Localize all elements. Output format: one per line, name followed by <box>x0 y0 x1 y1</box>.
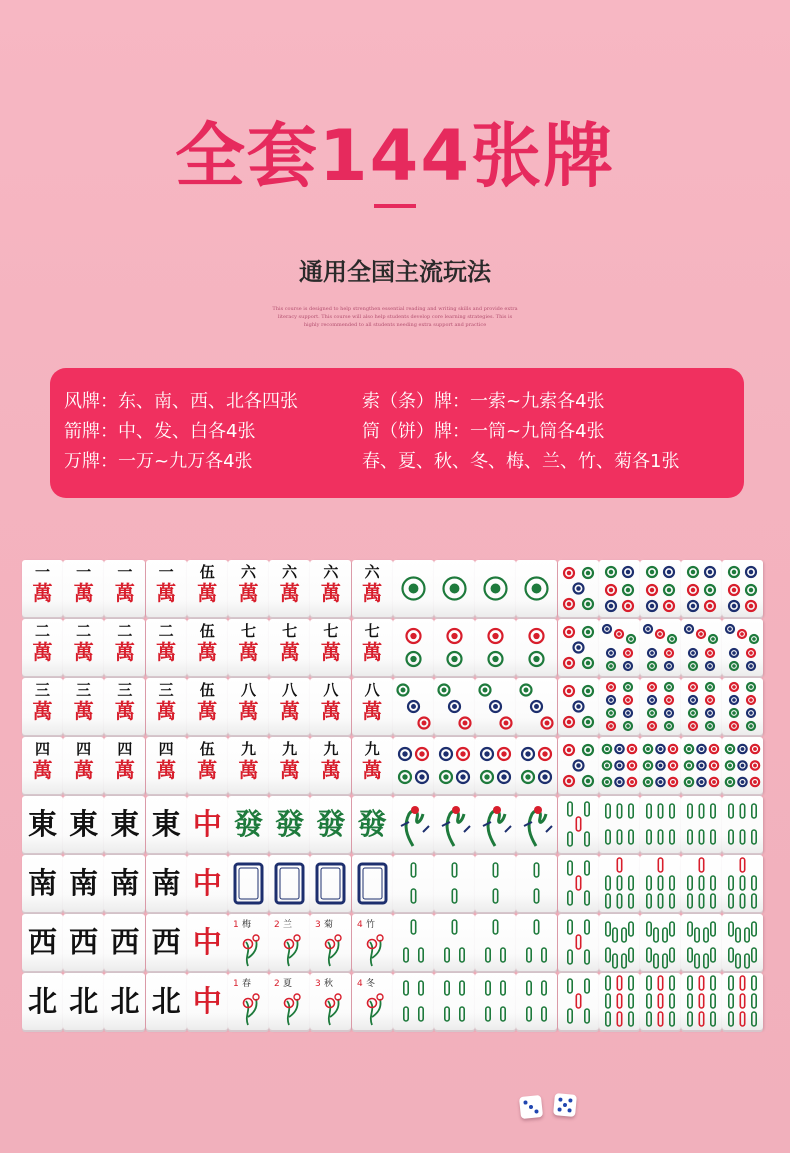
tile-glyph: 發 <box>275 807 305 841</box>
fine-print <box>240 305 550 329</box>
circle-tile <box>722 560 763 617</box>
character-tile <box>63 619 104 676</box>
tile-numeral: 伍 <box>199 681 215 699</box>
wind-tile <box>22 914 63 971</box>
character-tile <box>352 678 393 735</box>
bamboo-tile <box>434 973 475 1030</box>
tile-glyph: 東 <box>69 807 99 841</box>
tile-numeral: 九 <box>364 740 380 758</box>
bamboo-tile <box>558 796 599 853</box>
green-dragon-tile <box>310 796 351 853</box>
wind-tile <box>63 796 104 853</box>
character-tile <box>63 560 104 617</box>
tile-numeral: 伍 <box>199 740 215 758</box>
tile-glyph: 北 <box>151 984 181 1018</box>
tile-numeral: 伍 <box>199 622 215 640</box>
spec-flower: 春、夏、秋、冬、梅、兰、竹、菊各1张 <box>362 451 680 472</box>
tile-wan: 萬 <box>320 581 341 605</box>
tile-glyph: 東 <box>110 807 140 841</box>
tile-numeral: 一 <box>34 563 50 581</box>
svg-text:2: 2 <box>274 920 280 930</box>
circle-tile <box>393 737 434 794</box>
circle-tile <box>516 678 557 735</box>
tile-numeral: 二 <box>76 622 92 640</box>
circle-tile <box>640 560 681 617</box>
tile-numeral: 六 <box>282 563 298 581</box>
tile-wan: 萬 <box>238 758 259 782</box>
bamboo-tile <box>599 796 640 853</box>
wind-tile <box>146 973 187 1030</box>
circle-tile <box>434 619 475 676</box>
character-tile <box>310 678 351 735</box>
circle-tile <box>516 619 557 676</box>
fine-print-line: highly recommended to all students needing extra support and practice <box>303 322 487 328</box>
svg-text:2: 2 <box>274 979 280 989</box>
tile-numeral: 三 <box>158 681 174 699</box>
tile-numeral: 三 <box>117 681 133 699</box>
spec-bamboo: 索（条）牌：一索~九索各4张 <box>362 391 605 412</box>
flower-tile <box>310 973 351 1030</box>
tile-glyph: 發 <box>316 807 346 841</box>
tile-numeral: 八 <box>282 681 298 699</box>
wind-tile <box>146 914 187 971</box>
tile-wan: 萬 <box>362 640 383 664</box>
bamboo-tile <box>722 855 763 912</box>
tile-numeral: 四 <box>158 740 174 758</box>
circle-tile <box>475 737 516 794</box>
svg-text:兰: 兰 <box>283 920 293 930</box>
red-dragon-tile <box>187 914 228 971</box>
tile-numeral: 三 <box>34 681 50 699</box>
circle-tile <box>599 560 640 617</box>
flower-tile <box>228 973 269 1030</box>
circle-tile <box>681 737 722 794</box>
bamboo-bird-tile <box>475 796 516 853</box>
tile-glyph: 東 <box>151 807 181 841</box>
bamboo-tile <box>640 973 681 1030</box>
circle-tile <box>558 737 599 794</box>
title-underline <box>374 204 416 208</box>
svg-text:冬: 冬 <box>365 979 375 989</box>
tile-wan: 萬 <box>32 581 53 605</box>
tile-wan: 萬 <box>238 581 259 605</box>
green-dragon-tile <box>269 796 310 853</box>
wind-tile <box>104 855 145 912</box>
tile-glyph: 南 <box>69 866 99 900</box>
tile-grid <box>22 560 768 1034</box>
bamboo-tile <box>722 796 763 853</box>
tile-numeral: 一 <box>76 563 92 581</box>
circle-tile <box>475 619 516 676</box>
character-tile <box>187 619 228 676</box>
tile-wan: 萬 <box>320 758 341 782</box>
bamboo-tile <box>599 855 640 912</box>
wind-tile <box>104 914 145 971</box>
tile-glyph: 北 <box>69 984 99 1018</box>
character-tile <box>146 619 187 676</box>
character-tile <box>352 737 393 794</box>
bamboo-tile <box>599 973 640 1030</box>
flower-tile <box>269 914 310 971</box>
circle-tile <box>681 560 722 617</box>
tile-wan: 萬 <box>32 699 53 723</box>
wind-tile <box>22 973 63 1030</box>
circle-tile <box>558 560 599 617</box>
tile-wan: 萬 <box>320 640 341 664</box>
tile-glyph: 北 <box>110 984 140 1018</box>
character-tile <box>104 560 145 617</box>
white-dragon-tile <box>269 855 310 912</box>
spec-panel <box>50 368 744 498</box>
tile-numeral: 九 <box>240 740 256 758</box>
white-dragon-tile <box>352 855 393 912</box>
bamboo-tile <box>640 796 681 853</box>
character-tile <box>310 560 351 617</box>
flower-tile <box>269 973 310 1030</box>
bamboo-tile <box>393 855 434 912</box>
character-tile <box>269 560 310 617</box>
tile-numeral: 八 <box>364 681 380 699</box>
character-tile <box>146 737 187 794</box>
character-tile <box>146 560 187 617</box>
wind-tile <box>63 973 104 1030</box>
circle-tile <box>722 619 763 676</box>
bamboo-tile <box>475 855 516 912</box>
bamboo-tile <box>393 973 434 1030</box>
svg-text:3: 3 <box>315 920 322 930</box>
circle-tile <box>393 560 434 617</box>
tile-wan: 萬 <box>156 758 177 782</box>
circle-tile <box>722 678 763 735</box>
tile-wan: 萬 <box>197 581 218 605</box>
tile-wan: 萬 <box>279 699 300 723</box>
tile-wan: 萬 <box>73 699 94 723</box>
svg-text:4: 4 <box>356 920 363 930</box>
bamboo-tile <box>516 973 557 1030</box>
circle-tile <box>434 678 475 735</box>
fine-print-line: This course is designed to help strengthen essential reading and writing skills and provide extra <box>272 306 518 312</box>
bamboo-tile <box>681 855 722 912</box>
tile-wan: 萬 <box>32 640 53 664</box>
tile-wan: 萬 <box>114 581 135 605</box>
character-tile <box>104 737 145 794</box>
tile-numeral: 三 <box>76 681 92 699</box>
tile-wan: 萬 <box>156 640 177 664</box>
tile-glyph: 發 <box>233 807 263 841</box>
character-tile <box>63 737 104 794</box>
tile-wan: 萬 <box>197 758 218 782</box>
circle-tile <box>640 737 681 794</box>
white-dragon-tile <box>228 855 269 912</box>
red-dragon-tile <box>187 973 228 1030</box>
wind-tile <box>22 855 63 912</box>
circle-tile <box>599 737 640 794</box>
character-tile <box>269 737 310 794</box>
svg-text:夏: 夏 <box>283 979 293 989</box>
bamboo-tile <box>681 973 722 1030</box>
tile-wan: 萬 <box>197 640 218 664</box>
character-tile <box>146 678 187 735</box>
character-tile <box>63 678 104 735</box>
wind-tile <box>22 796 63 853</box>
spec-character: 万牌：一万~九万各4张 <box>64 451 253 472</box>
bamboo-tile <box>640 914 681 971</box>
tile-numeral: 八 <box>323 681 339 699</box>
tile-numeral: 四 <box>117 740 133 758</box>
tile-numeral: 六 <box>364 563 380 581</box>
bamboo-tile <box>681 914 722 971</box>
bamboo-tile <box>516 914 557 971</box>
character-tile <box>352 560 393 617</box>
tile-wan: 萬 <box>114 699 135 723</box>
character-tile <box>104 678 145 735</box>
character-tile <box>228 678 269 735</box>
tile-glyph: 中 <box>192 984 222 1018</box>
svg-text:菊: 菊 <box>324 920 334 930</box>
bamboo-tile <box>393 914 434 971</box>
character-tile <box>187 678 228 735</box>
bamboo-bird-tile <box>434 796 475 853</box>
svg-text:4: 4 <box>356 979 363 989</box>
flower-tile <box>228 914 269 971</box>
circle-tile <box>558 678 599 735</box>
tile-numeral: 六 <box>240 563 256 581</box>
circle-tile <box>516 737 557 794</box>
tile-wan: 萬 <box>362 758 383 782</box>
circle-tile <box>393 619 434 676</box>
tile-glyph: 中 <box>192 866 222 900</box>
character-tile <box>22 678 63 735</box>
bamboo-tile <box>516 855 557 912</box>
character-tile <box>352 619 393 676</box>
tile-glyph: 中 <box>192 807 222 841</box>
tile-numeral: 七 <box>364 622 380 640</box>
red-dragon-tile <box>187 796 228 853</box>
circle-tile <box>434 737 475 794</box>
wind-tile <box>63 914 104 971</box>
tile-wan: 萬 <box>362 581 383 605</box>
tile-wan: 萬 <box>156 581 177 605</box>
svg-text:1: 1 <box>233 920 239 930</box>
tile-glyph: 西 <box>69 925 99 959</box>
circle-tile <box>640 678 681 735</box>
spec-wind: 风牌：东、南、西、北各四张 <box>64 391 298 412</box>
character-tile <box>22 737 63 794</box>
tile-numeral: 七 <box>323 622 339 640</box>
tile-wan: 萬 <box>32 758 53 782</box>
bamboo-tile <box>558 973 599 1030</box>
character-tile <box>228 619 269 676</box>
wind-tile <box>146 796 187 853</box>
bamboo-tile <box>640 855 681 912</box>
tile-wan: 萬 <box>73 581 94 605</box>
character-tile <box>269 678 310 735</box>
tile-glyph: 西 <box>110 925 140 959</box>
character-tile <box>22 619 63 676</box>
circle-tile <box>516 560 557 617</box>
bamboo-tile <box>558 914 599 971</box>
tile-wan: 萬 <box>73 640 94 664</box>
tile-numeral: 七 <box>240 622 256 640</box>
tile-wan: 萬 <box>197 699 218 723</box>
tile-glyph: 北 <box>27 984 57 1018</box>
svg-text:竹: 竹 <box>365 920 375 930</box>
tile-glyph: 南 <box>151 866 181 900</box>
wind-tile <box>104 973 145 1030</box>
character-tile <box>228 560 269 617</box>
flower-tile <box>352 973 393 1030</box>
svg-text:春: 春 <box>242 979 252 989</box>
tile-wan: 萬 <box>279 640 300 664</box>
tile-glyph: 南 <box>110 866 140 900</box>
wind-tile <box>63 855 104 912</box>
circle-tile <box>681 678 722 735</box>
circle-tile <box>599 678 640 735</box>
tile-glyph: 發 <box>357 807 387 841</box>
bamboo-tile <box>434 914 475 971</box>
bamboo-tile <box>475 914 516 971</box>
flower-tile <box>352 914 393 971</box>
green-dragon-tile <box>228 796 269 853</box>
tile-numeral: 九 <box>323 740 339 758</box>
tile-wan: 萬 <box>362 699 383 723</box>
svg-text:秋: 秋 <box>324 979 334 989</box>
character-tile <box>187 560 228 617</box>
red-dragon-tile <box>187 855 228 912</box>
tile-wan: 萬 <box>279 758 300 782</box>
circle-tile <box>475 678 516 735</box>
white-dragon-tile <box>310 855 351 912</box>
character-tile <box>310 619 351 676</box>
bamboo-tile <box>681 796 722 853</box>
tile-glyph: 西 <box>27 925 57 959</box>
tile-numeral: 一 <box>117 563 133 581</box>
dice-icon <box>519 1095 543 1119</box>
flower-tile <box>310 914 351 971</box>
tile-numeral: 二 <box>34 622 50 640</box>
spec-dragon: 箭牌：中、发、白各4张 <box>64 421 256 442</box>
page-subtitle: 通用全国主流玩法 <box>299 258 491 286</box>
tile-numeral: 九 <box>282 740 298 758</box>
tile-wan: 萬 <box>279 581 300 605</box>
tile-glyph: 西 <box>151 925 181 959</box>
svg-text:3: 3 <box>315 979 322 989</box>
svg-text:梅: 梅 <box>242 920 252 930</box>
tile-numeral: 八 <box>240 681 256 699</box>
character-tile <box>104 619 145 676</box>
bamboo-tile <box>722 973 763 1030</box>
bamboo-bird-tile <box>393 796 434 853</box>
page-title: 全套144张牌 <box>174 115 616 197</box>
green-dragon-tile <box>352 796 393 853</box>
tile-wan: 萬 <box>114 640 135 664</box>
tile-glyph: 南 <box>27 866 57 900</box>
circle-tile <box>722 737 763 794</box>
spec-circle: 筒（饼）牌：一筒~九筒各4张 <box>362 421 605 442</box>
tile-numeral: 六 <box>323 563 339 581</box>
character-tile <box>22 560 63 617</box>
tile-numeral: 四 <box>34 740 50 758</box>
character-tile <box>269 619 310 676</box>
svg-text:1: 1 <box>233 979 239 989</box>
tile-numeral: 一 <box>158 563 174 581</box>
circle-tile <box>599 619 640 676</box>
tile-glyph: 中 <box>192 925 222 959</box>
tile-numeral: 伍 <box>199 563 215 581</box>
bamboo-tile <box>558 855 599 912</box>
wind-tile <box>146 855 187 912</box>
tile-wan: 萬 <box>114 758 135 782</box>
tile-wan: 萬 <box>73 758 94 782</box>
bamboo-tile <box>599 914 640 971</box>
circle-tile <box>681 619 722 676</box>
fine-print-line: literacy support. This course will also help students develop core learning strategies. This is <box>277 314 513 320</box>
tile-wan: 萬 <box>238 640 259 664</box>
circle-tile <box>393 678 434 735</box>
circle-tile <box>434 560 475 617</box>
character-tile <box>228 737 269 794</box>
tile-numeral: 二 <box>158 622 174 640</box>
tile-numeral: 七 <box>282 622 298 640</box>
bamboo-tile <box>475 973 516 1030</box>
character-tile <box>310 737 351 794</box>
character-tile <box>187 737 228 794</box>
wind-tile <box>104 796 145 853</box>
tile-numeral: 二 <box>117 622 133 640</box>
tile-glyph: 東 <box>27 807 57 841</box>
tile-wan: 萬 <box>238 699 259 723</box>
circle-tile <box>640 619 681 676</box>
circle-tile <box>558 619 599 676</box>
tile-wan: 萬 <box>156 699 177 723</box>
bamboo-bird-tile <box>516 796 557 853</box>
bamboo-tile <box>434 855 475 912</box>
tile-wan: 萬 <box>320 699 341 723</box>
tile-numeral: 四 <box>76 740 92 758</box>
dice-icon <box>553 1093 577 1117</box>
circle-tile <box>475 560 516 617</box>
bamboo-tile <box>722 914 763 971</box>
